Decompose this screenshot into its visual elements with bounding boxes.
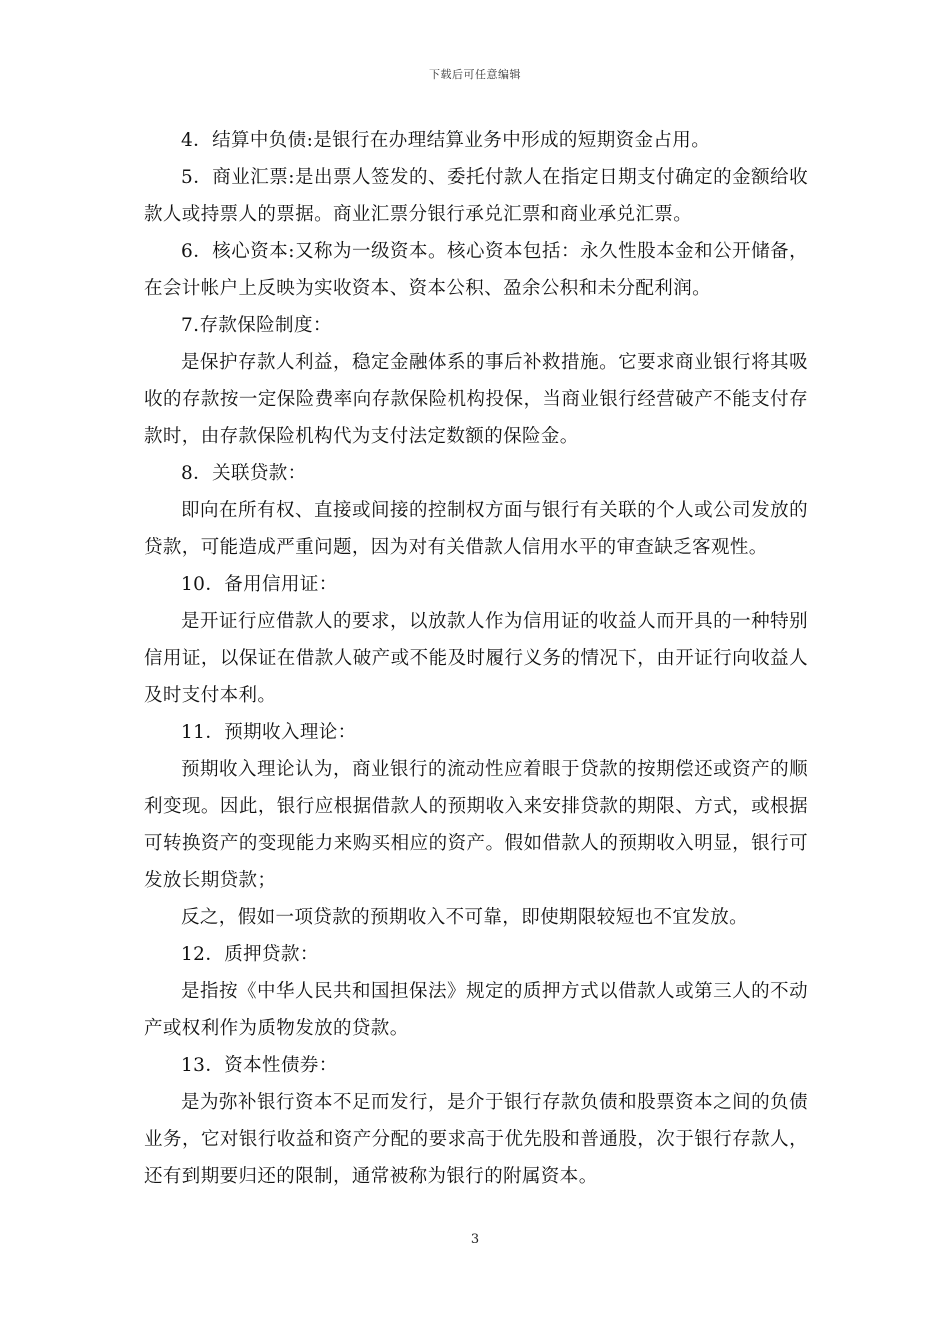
heading-capital-bonds: 13．资本性债券：: [181, 1055, 338, 1076]
page-number: 3: [470, 1232, 480, 1247]
heading-standby-letter-of-credit: 10．备用信用证：: [181, 574, 338, 595]
heading-expected-income-theory: 11．预期收入理论：: [181, 722, 357, 743]
paragraph-expected-income-theory-cont: 反之，假如一项贷款的预期收入不可靠，即使期限较短也不宜发放。: [181, 907, 749, 928]
heading-deposit-insurance: 7.存款保险制度：: [181, 315, 332, 336]
paragraph-commercial-bill: 5．商业汇票:是出票人签发的、委托付款人在指定日期支付确定的金额给收款人或持票人的票据。商业汇票分银行承兑汇票和商业承兑汇票。: [144, 167, 808, 225]
paragraph-pledge-loan: 是指按《中华人民共和国担保法》规定的质押方式以借款人或第三人的不动产或权利作为质物发放的贷款。: [144, 981, 808, 1039]
paragraph-expected-income-theory: 预期收入理论认为，商业银行的流动性应着眼于贷款的按期偿还或资产的顺利变现。因此，银行应根据借款人的预期收入来安排贷款的期限、方式，或根据可转换资产的变现能力来购买相应的资产。假如借款人的预期收入明显，银行可发放长期贷款；: [144, 759, 808, 891]
heading-related-loans: 8．关联贷款：: [181, 463, 307, 484]
paragraph-settlement-liabilities: 4．结算中负债:是银行在办理结算业务中形成的短期资金占用。: [181, 130, 711, 151]
paragraph-core-capital: 6．核心资本:又称为一级资本。核心资本包括：永久性股本金和公开储备，在会计帐户上反映为实收资本、资本公积、盈余公积和未分配利润。: [144, 241, 808, 299]
page-header: 下载后可任意编辑: [429, 68, 521, 81]
paragraph-deposit-insurance: 是保护存款人利益，稳定金融体系的事后补救措施。它要求商业银行将其吸收的存款按一定保险费率向存款保险机构投保，当商业银行经营破产不能支付存款时，由存款保险机构代为支付法定数额的保险金。: [144, 352, 808, 447]
heading-pledge-loan: 12．质押贷款：: [181, 944, 319, 965]
paragraph-related-loans: 即向在所有权、直接或间接的控制权方面与银行有关联的个人或公司发放的贷款，可能造成严重问题，因为对有关借款人信用水平的审查缺乏客观性。: [144, 500, 808, 558]
paragraph-standby-letter-of-credit: 是开证行应借款人的要求，以放款人作为信用证的收益人而开具的一种特别信用证，以保证在借款人破产或不能及时履行义务的情况下，由开证行向收益人及时支付本利。: [144, 611, 808, 706]
paragraph-capital-bonds: 是为弥补银行资本不足而发行，是介于银行存款负债和股票资本之间的负债业务，它对银行收益和资产分配的要求高于优先股和普通股，次于银行存款人，还有到期要归还的限制，通常被称为银行的附属资本。: [144, 1092, 808, 1187]
document-body: [144, 122, 808, 1195]
